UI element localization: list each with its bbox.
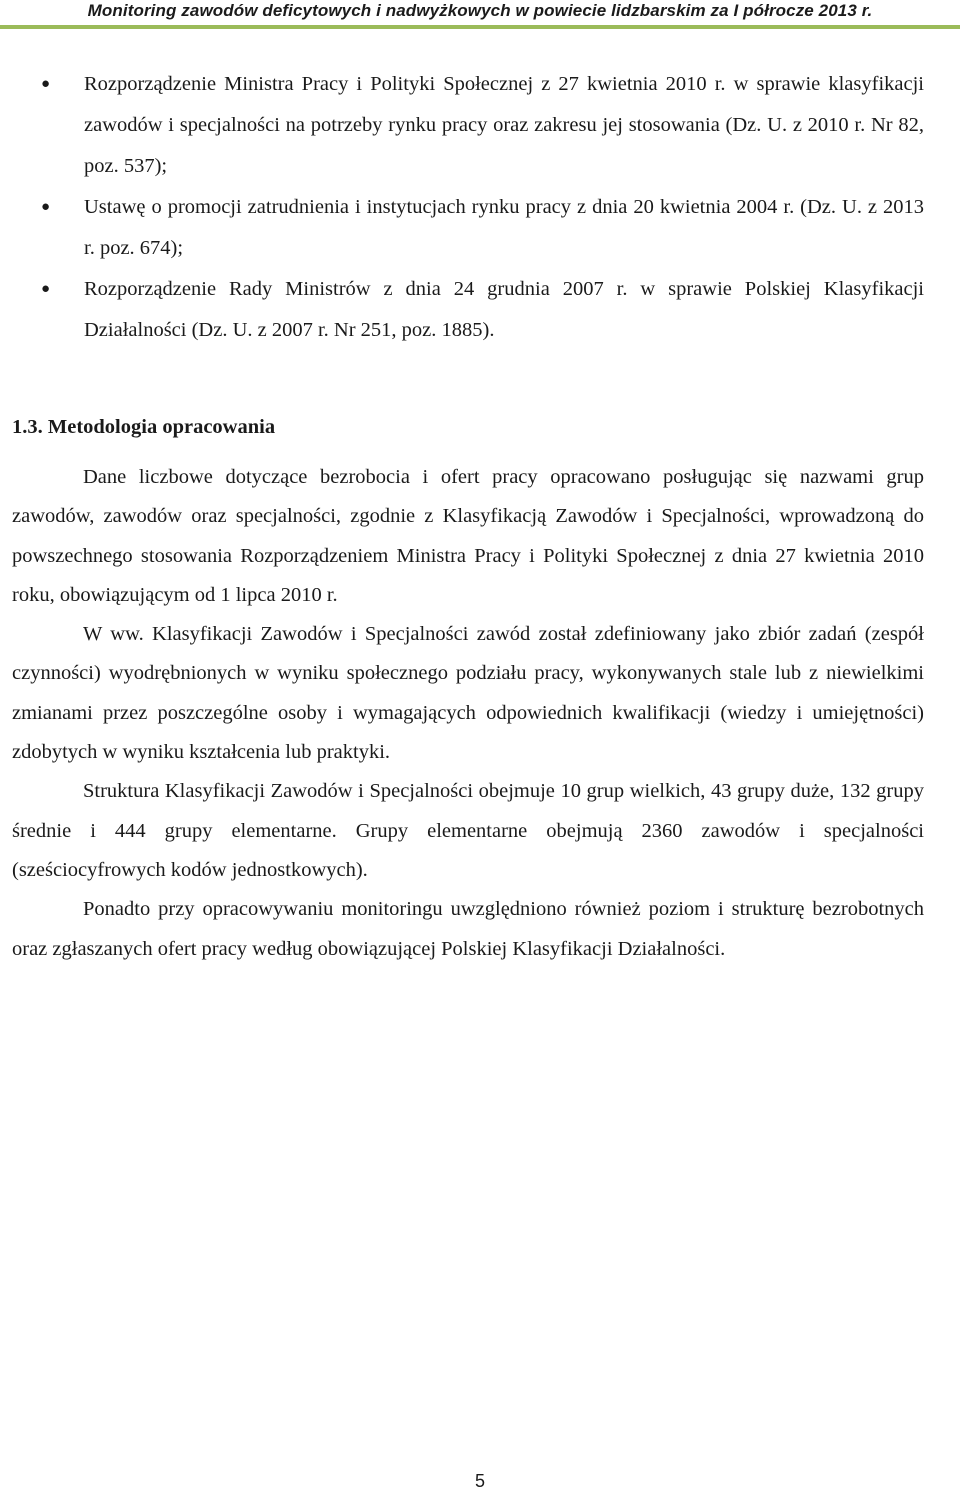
list-item-text: Ustawę o promocji zatrudnienia i instytucjach rynku pracy z dnia 20 kwietnia 2004 r. (Dz. U. z 2013 r. poz. 674);: [84, 196, 924, 259]
list-item: [36, 64, 924, 187]
bullet-icon: ●: [41, 281, 51, 297]
header-rule: [0, 25, 960, 29]
paragraph: Dane liczbowe dotyczące bezrobocia i ofert pracy opracowano posługując się nazwami grup zawodów, zawodów oraz specjalności, zgodnie z Klasyfikacją Zawodów i Specjalności, wprowadzoną do powszechnego stosowania Rozporządzeniem Ministra Pracy i Polityki Społecznej z dnia 27 kwietnia 2010 roku, obowiązującym od 1 lipca 2010 r.: [12, 466, 924, 606]
legal-basis-list: [36, 64, 924, 351]
header-title: Monitoring zawodów deficytowych i nadwyżkowych w powiecie lidzbarskim za I półrocze 2013 r.: [87, 1, 873, 20]
list-item-text: Rozporządzenie Rady Ministrów z dnia 24 grudnia 2007 r. w sprawie Polskiej Klasyfikacji Działalności (Dz. U. z 2007 r. Nr 251, poz. 1885).: [84, 278, 924, 341]
paragraph: Ponadto przy opracowywaniu monitoringu uwzględniono również poziom i strukturę bezrobotnych oraz zgłaszanych ofert pracy według obowiązującej Polskiej Klasyfikacji Działalności.: [12, 898, 924, 960]
list-item-text: Rozporządzenie Ministra Pracy i Polityki Społecznej z 27 kwietnia 2010 r. w sprawie klasyfikacji zawodów i specjalności na potrzeby rynku pracy oraz zakresu jej stosowania (Dz. U. z 2010 r. Nr 82, poz. 537);: [84, 73, 924, 177]
list-item: [36, 187, 924, 269]
section-body: [12, 458, 924, 969]
bullet-icon: ●: [41, 199, 51, 215]
list-item: [36, 269, 924, 351]
section-heading: 1.3. Metodologia opracowania: [12, 416, 276, 438]
page-number: 5: [474, 1471, 485, 1491]
bullet-icon: ●: [41, 76, 51, 92]
paragraph: W ww. Klasyfikacji Zawodów i Specjalności zawód został zdefiniowany jako zbiór zadań (zespół czynności) wyodrębnionych w wyniku społecznego podziału pracy, wykonywanych stale lub z niewielkimi zmianami przez poszczególne osoby i wymagających odpowiednich kwalifikacji (wiedzy i umiejętności) zdobytych w wyniku kształcenia lub praktyki.: [12, 623, 924, 764]
page-header: [0, 0, 960, 32]
paragraph: Struktura Klasyfikacji Zawodów i Specjalności obejmuje 10 grup wielkich, 43 grupy duże, 132 grupy średnie i 444 grupy elementarne. Grupy elementarne obejmują 2360 zawodów i specjalności (sześciocyfrowych kodów jednostkowych).: [12, 780, 924, 881]
